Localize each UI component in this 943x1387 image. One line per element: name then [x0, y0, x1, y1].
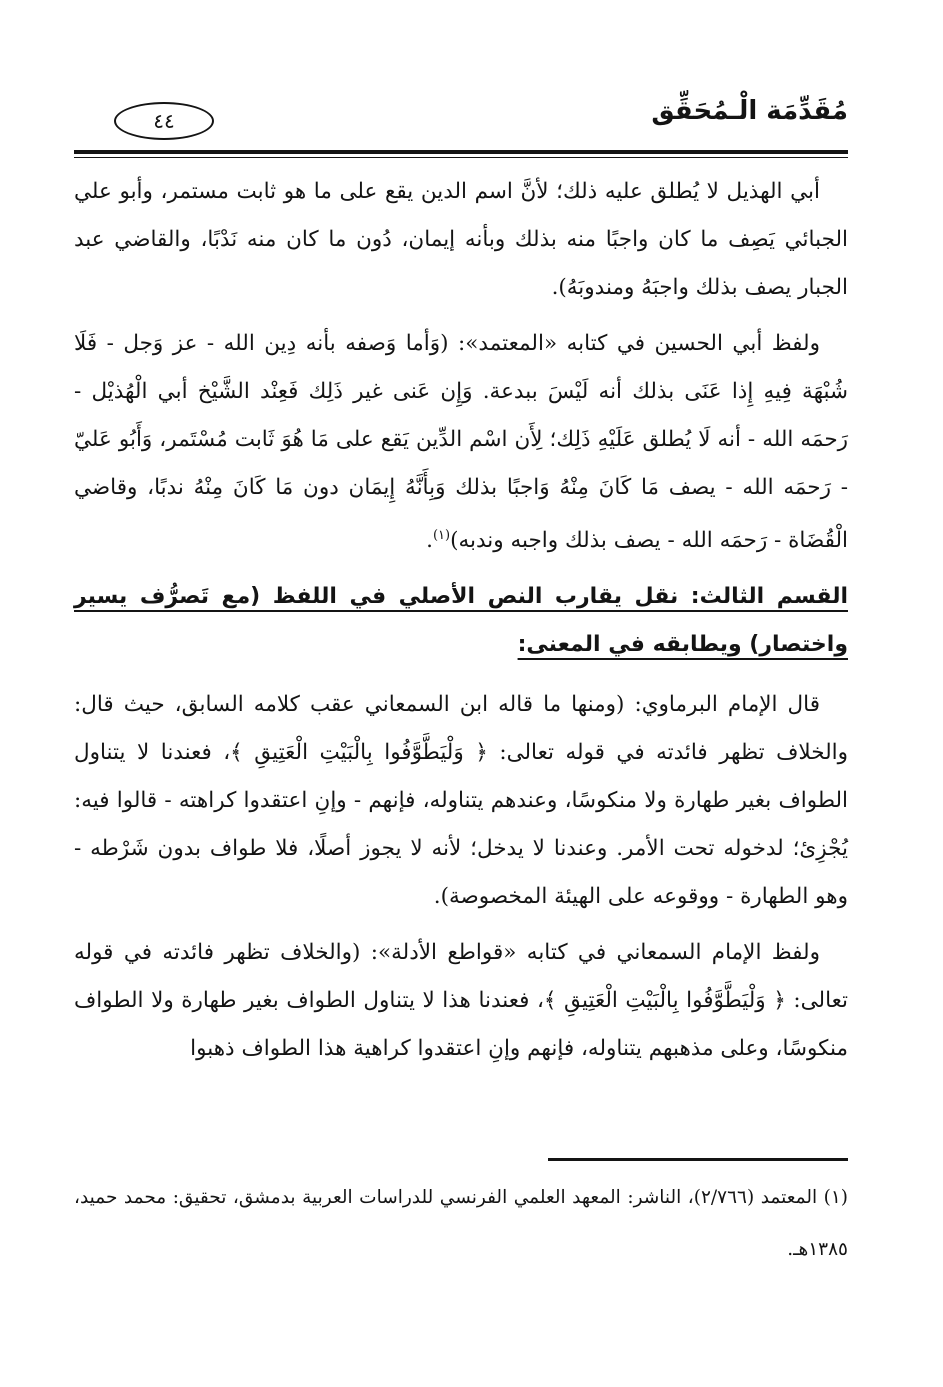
footnote: (١) المعتمد (٢/٧٦٦)، الناشر: المعهد العلمي الفرنسي للدراسات العربية بدمشق، تحقيق: محمد حميد، ١٣٨٥هـ. [74, 1187, 848, 1260]
header-rule [74, 150, 848, 154]
paragraph: ولفظ الإمام السمعاني في كتابه «قواطع الأدلة»: (والخلاف تظهر فائدته في قوله تعالى: ﴿ وَلْيَطَّوَّفُوا بِالْبَيْتِ الْعَتِيقِ ﴾، فعندنا هذا لا يتناول الطواف بغير طهارة ولا الطواف منكوسًا، وعلى مذهبهم يتناوله، فإنهم وإنِ اعتقدوا كراهية هذا الطواف ذهبوا [74, 940, 848, 1062]
footnotes [74, 1172, 848, 1276]
paragraph-text: ولفظ أبي الحسين في كتابه «المعتمد»: (وَأما وَصفه بأنه دِين الله - عز وَجل - فَلَا شُبْهَة فِيهِ إِذا عَنَى بذلك أنه لَيْسَ ببدعة. وَإِن عَنى غير ذَلِك فَعِنْد الشَّيْخ أبي الْهُذيْل - رَحمَه الله - أنه لَا يُطلق عَلَيْهِ ذَلِك؛ لِأَن اسْم الدِّين يَقع على مَا هُوَ ثَابت مُسْتَمر، وَأَبُو عَليّ - رَحمَه الله - يصف مَا كَانَ مِنْهُ وَاجبًا بذلك وَبِأَنَّهُ إِيمَان دون مَا كَانَ مِنْهُ ندبًا، وقاضي الْقُضَاة - رَحمَه الله - يصف بذلك واجبه وندبه) [74, 331, 848, 554]
section-heading [74, 573, 848, 669]
page-number-badge: ٤٤ [114, 102, 214, 140]
header-rule-thin [74, 157, 848, 158]
page-header [74, 92, 848, 152]
paragraph: قال الإمام البرماوي: (ومنها ما قاله ابن السمعاني عقب كلامه السابق، حيث قال: والخلاف تظهر فائدته في قوله تعالى: ﴿ وَلْيَطَّوَّفُوا بِالْبَيْتِ الْعَتِيقِ ﴾، فعندنا لا يتناول الطواف بغير طهارة ولا منكوسًا، وعندهم يتناوله، فإنهم - وإنِ اعتقدوا كراهته - قالوا فيه: يُجْزِئ؛ لدخوله تحت الأمر. وعندنا لا يدخل؛ لأنه لا يجوز أصلًا، فلا طواف بدون شَرْطه - وهو الطهارة - ووقوعه على الهيئة المخصوصة). [74, 692, 848, 910]
paragraph: ولفظ أبي الحسين في كتابه «المعتمد»: (وَأما وَصفه بأنه دِين الله - عز وَجل - فَلَا شُبْهَة فِيهِ إِذا عَنَى بذلك أنه لَيْسَ ببدعة. وَإِن عَنى غير ذَلِك فَعِنْد الشَّيْخ أبي الْهُذيْل - رَحمَه الله - أنه لَا يُطلق عَلَيْهِ ذَلِك؛ لِأَن اسْم الدِّين يَقع على مَا هُوَ ثَابت مُسْتَمر، وَأَبُو عَليّ - رَحمَه الله - يصف مَا كَانَ مِنْهُ وَاجبًا بذلك وَبِأَنَّهُ إِيمَان دون مَا كَانَ مِنْهُ ندبًا، وقاضي الْقُضَاة - رَحمَه الله - يصف بذلك واجبه وندبه)$^{(١)}$. [74, 331, 848, 554]
footnote-reference: (١) [432, 528, 451, 543]
running-title: مُقَدِّمَة الْـمُحَقِّق [651, 96, 848, 126]
section-heading-text: القسم الثالث: نقل يقارب النص الأصلي في اللفظ (مع تَصرُّف يسير واختصار) ويطابقه في المعنى: [74, 584, 848, 658]
page-body [74, 168, 848, 1081]
footnote-separator [548, 1158, 848, 1161]
paragraph: أبي الهذيل لا يُطلق عليه ذلك؛ لأنَّ اسم الدين يقع على ما هو ثابت مستمر، وأبو علي الجبائي يَصِف ما كان واجبًا منه بذلك وبأنه إيمان، دُون ما كان منه نَدْبًا، والقاضي عبد الجبار يصف بذلك واجبَهُ ومندوبَهُ). [74, 179, 848, 300]
